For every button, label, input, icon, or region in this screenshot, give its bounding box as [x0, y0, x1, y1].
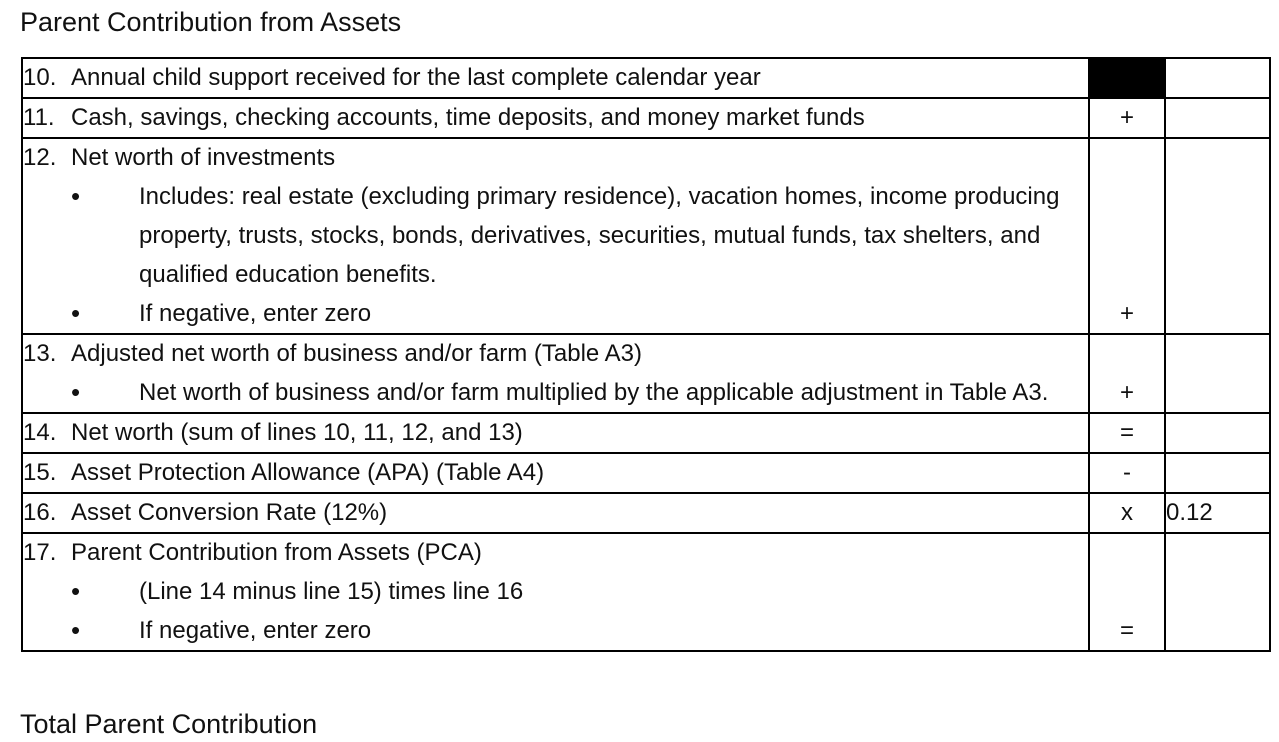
- amount-field[interactable]: [1165, 334, 1270, 413]
- operator-cell: +: [1089, 138, 1165, 334]
- row-description: [22, 98, 1089, 138]
- worksheet-row-14: [22, 413, 1270, 453]
- line-label: Adjusted net worth of business and/or farm (Table A3): [71, 340, 642, 367]
- amount-field[interactable]: 0.12: [1165, 493, 1270, 533]
- row-description: [22, 334, 1089, 413]
- line-label: Net worth (sum of lines 10, 11, 12, and 13): [71, 419, 523, 446]
- row-description: [22, 413, 1089, 453]
- amount-field[interactable]: [1165, 413, 1270, 453]
- bullet-item: • If negative, enter zero: [71, 611, 1088, 650]
- line-number: 13.: [23, 340, 57, 367]
- line-label: Parent Contribution from Assets (PCA): [71, 539, 482, 566]
- row-description: [22, 453, 1089, 493]
- line-label: Net worth of investments: [71, 144, 336, 171]
- operator-cell: +: [1089, 98, 1165, 138]
- line-number: 11.: [23, 104, 55, 131]
- section-title: Parent Contribution from Assets: [20, 7, 402, 37]
- bullet-item: • If negative, enter zero: [71, 294, 1088, 333]
- operator-cell: -: [1089, 453, 1165, 493]
- blacked-out-cell: [1089, 58, 1165, 98]
- operator-cell: =: [1089, 413, 1165, 453]
- bullet-list: [23, 177, 1088, 333]
- worksheet-row-16: [22, 493, 1270, 533]
- worksheet-row-17: [22, 533, 1270, 651]
- amount-field[interactable]: [1165, 533, 1270, 651]
- amount-field[interactable]: [1165, 453, 1270, 493]
- next-section-title: Total Parent Contribution: [20, 709, 318, 739]
- line-number: 12.: [23, 144, 57, 171]
- worksheet-row-10: [22, 58, 1270, 98]
- line-number: 17.: [23, 539, 57, 566]
- line-label: Asset Protection Allowance (APA) (Table A4): [71, 459, 545, 486]
- line-label: Annual child support received for the last complete calendar year: [71, 64, 761, 91]
- operator-cell: +: [1089, 334, 1165, 413]
- worksheet-row-11: [22, 98, 1270, 138]
- worksheet-row-12: [22, 138, 1270, 334]
- bullet-item: • (Line 14 minus line 15) times line 16: [71, 572, 1088, 611]
- line-number: 10.: [23, 64, 57, 91]
- row-description: [22, 58, 1089, 98]
- worksheet-table: [21, 57, 1271, 652]
- line-label: Cash, savings, checking accounts, time deposits, and money market funds: [71, 104, 865, 131]
- amount-field[interactable]: [1165, 98, 1270, 138]
- operator-cell: =: [1089, 533, 1165, 651]
- bullet-list: [23, 373, 1088, 412]
- bullet-list: [23, 572, 1088, 650]
- line-number: 16.: [23, 499, 57, 526]
- amount-field[interactable]: [1165, 138, 1270, 334]
- line-number: 14.: [23, 419, 57, 446]
- bullet-item: • Net worth of business and/or farm multiplied by the applicable adjustment in Table A3.: [71, 373, 1088, 412]
- operator-cell: x: [1089, 493, 1165, 533]
- worksheet-row-13: [22, 334, 1270, 413]
- amount-field[interactable]: [1165, 58, 1270, 98]
- row-description: [22, 493, 1089, 533]
- bullet-item: • Includes: real estate (excluding primary residence), vacation homes, income producing property, trusts, stocks, bonds, derivatives, securities, mutual funds, tax shelters, and qualified education benefits.: [71, 177, 1088, 294]
- line-number: 15.: [23, 459, 57, 486]
- worksheet-row-15: [22, 453, 1270, 493]
- row-description: [22, 533, 1089, 651]
- line-label: Asset Conversion Rate (12%): [71, 499, 388, 526]
- row-description: [22, 138, 1089, 334]
